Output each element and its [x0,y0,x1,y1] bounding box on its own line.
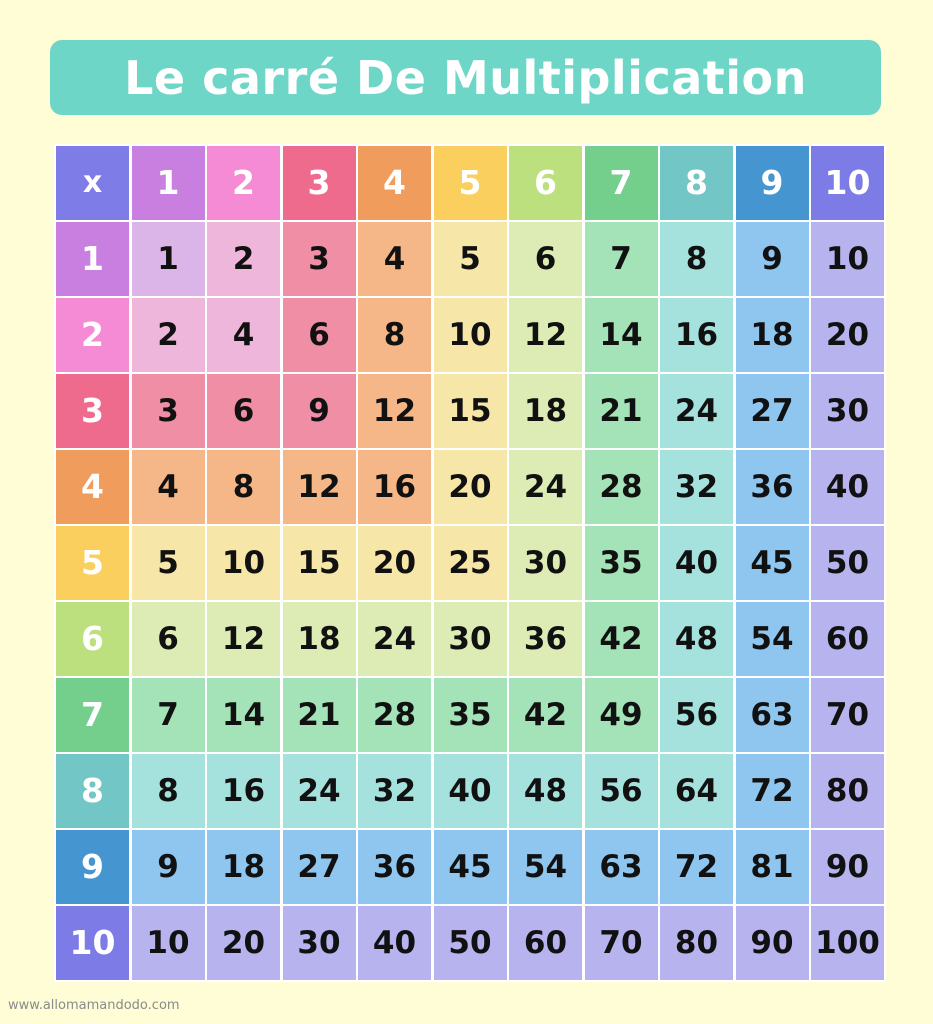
table-cell: 70 [585,906,658,980]
table-cell: 45 [434,830,507,904]
table-cell: 10 [811,222,884,296]
table-cell: 6 [509,222,582,296]
table-cell: 18 [283,602,356,676]
table-cell: 32 [358,754,431,828]
table-cell: 30 [434,602,507,676]
table-cell: 35 [434,678,507,752]
table-cell: 9 [736,222,809,296]
title-banner [50,40,881,115]
table-cell: 18 [736,298,809,372]
table-cell: 12 [509,298,582,372]
table-cell: 72 [660,830,733,904]
table-cell: 14 [207,678,280,752]
column-header-4: 4 [358,146,431,220]
table-cell: 30 [283,906,356,980]
table-cell: 42 [509,678,582,752]
table-cell: 6 [132,602,205,676]
table-cell: 90 [811,830,884,904]
table-cell: 40 [811,450,884,524]
row-header-1: 1 [56,222,129,296]
table-cell: 16 [207,754,280,828]
table-cell: 56 [660,678,733,752]
corner-cell: x [56,146,129,220]
table-cell: 56 [585,754,658,828]
column-header-3: 3 [283,146,356,220]
watermark: www.allomamandodo.com [8,998,180,1013]
column-header-9: 9 [736,146,809,220]
table-cell: 36 [358,830,431,904]
table-cell: 20 [811,298,884,372]
row-header-3: 3 [56,374,129,448]
table-cell: 54 [736,602,809,676]
table-cell: 8 [358,298,431,372]
column-header-8: 8 [660,146,733,220]
row-header-7: 7 [56,678,129,752]
table-cell: 24 [283,754,356,828]
column-header-7: 7 [585,146,658,220]
table-cell: 8 [660,222,733,296]
table-cell: 80 [660,906,733,980]
table-cell: 10 [207,526,280,600]
table-cell: 30 [811,374,884,448]
table-cell: 4 [207,298,280,372]
table-cell: 1 [132,222,205,296]
table-cell: 40 [434,754,507,828]
table-cell: 2 [132,298,205,372]
table-cell: 30 [509,526,582,600]
row-header-8: 8 [56,754,129,828]
row-header-4: 4 [56,450,129,524]
table-cell: 21 [283,678,356,752]
table-cell: 32 [660,450,733,524]
table-cell: 100 [811,906,884,980]
table-cell: 72 [736,754,809,828]
column-header-10: 10 [811,146,884,220]
table-cell: 90 [736,906,809,980]
column-header-2: 2 [207,146,280,220]
table-cell: 8 [132,754,205,828]
table-cell: 60 [811,602,884,676]
table-cell: 27 [736,374,809,448]
table-cell: 5 [132,526,205,600]
row-header-5: 5 [56,526,129,600]
table-cell: 18 [207,830,280,904]
row-header-2: 2 [56,298,129,372]
table-cell: 63 [585,830,658,904]
table-cell: 48 [509,754,582,828]
table-cell: 81 [736,830,809,904]
table-cell: 12 [358,374,431,448]
row-header-10: 10 [56,906,129,980]
row-header-9: 9 [56,830,129,904]
table-cell: 16 [358,450,431,524]
table-cell: 70 [811,678,884,752]
table-cell: 8 [207,450,280,524]
table-cell: 9 [283,374,356,448]
table-cell: 4 [358,222,431,296]
table-cell: 20 [207,906,280,980]
table-cell: 15 [434,374,507,448]
table-cell: 42 [585,602,658,676]
table-cell: 21 [585,374,658,448]
table-cell: 6 [283,298,356,372]
table-cell: 7 [585,222,658,296]
table-cell: 60 [509,906,582,980]
table-cell: 50 [811,526,884,600]
table-cell: 54 [509,830,582,904]
table-cell: 7 [132,678,205,752]
table-cell: 64 [660,754,733,828]
column-header-1: 1 [132,146,205,220]
table-cell: 40 [660,526,733,600]
table-cell: 36 [736,450,809,524]
table-cell: 25 [434,526,507,600]
table-cell: 18 [509,374,582,448]
table-cell: 36 [509,602,582,676]
table-cell: 45 [736,526,809,600]
table-cell: 24 [358,602,431,676]
table-cell: 6 [207,374,280,448]
table-cell: 48 [660,602,733,676]
column-header-5: 5 [434,146,507,220]
multiplication-table [54,144,886,982]
table-cell: 4 [132,450,205,524]
table-cell: 5 [434,222,507,296]
table-cell: 63 [736,678,809,752]
table-cell: 3 [132,374,205,448]
table-cell: 50 [434,906,507,980]
table-cell: 80 [811,754,884,828]
table-cell: 20 [434,450,507,524]
table-cell: 15 [283,526,356,600]
table-cell: 20 [358,526,431,600]
table-cell: 35 [585,526,658,600]
table-cell: 24 [660,374,733,448]
table-cell: 24 [509,450,582,524]
table-cell: 9 [132,830,205,904]
row-header-6: 6 [56,602,129,676]
table-cell: 12 [283,450,356,524]
table-cell: 12 [207,602,280,676]
table-cell: 10 [132,906,205,980]
table-cell: 49 [585,678,658,752]
table-cell: 10 [434,298,507,372]
table-cell: 2 [207,222,280,296]
table-cell: 3 [283,222,356,296]
table-cell: 14 [585,298,658,372]
table-cell: 40 [358,906,431,980]
column-header-6: 6 [509,146,582,220]
table-cell: 28 [358,678,431,752]
table-cell: 28 [585,450,658,524]
page-title: Le carré De Multiplication [124,50,807,105]
table-cell: 16 [660,298,733,372]
table-cell: 27 [283,830,356,904]
